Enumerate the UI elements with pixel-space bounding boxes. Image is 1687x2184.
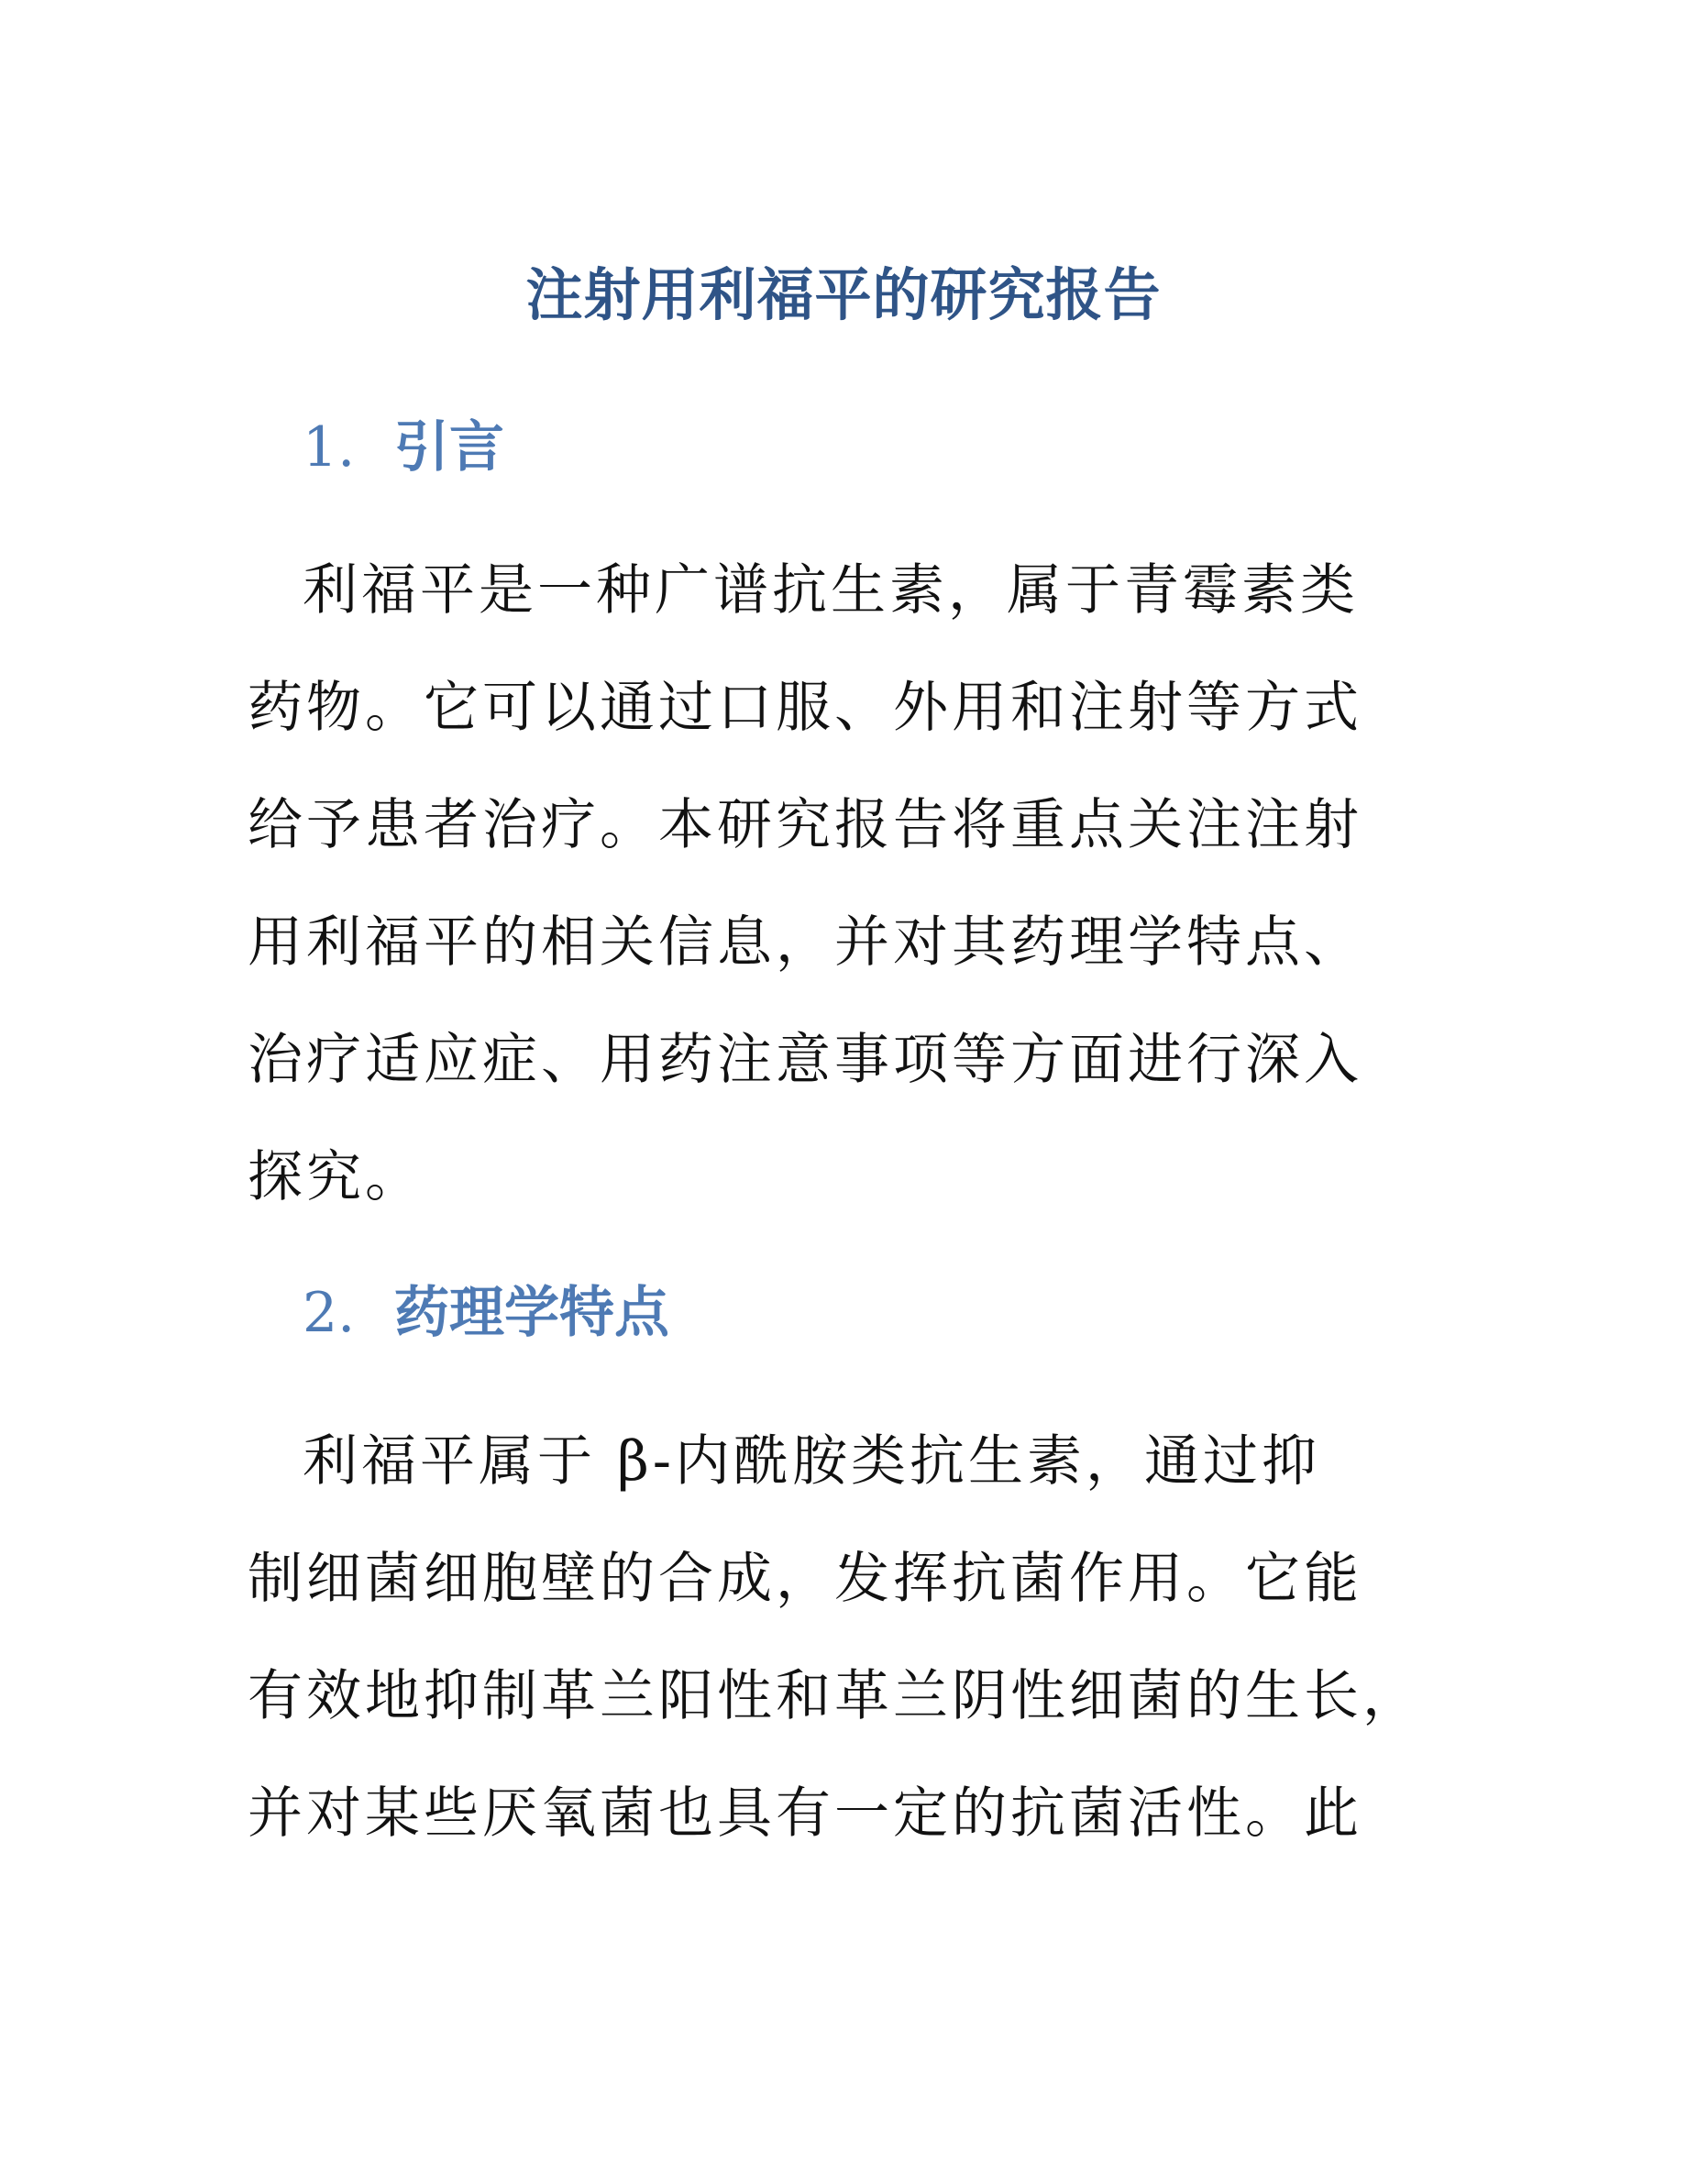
paragraph-line: 利福平是一种广谱抗生素，属于青霉素类 [303, 558, 1359, 623]
paragraph-line: 有效地抑制革兰阳性和革兰阴性细菌的生长， [248, 1664, 1421, 1728]
paragraph-line: 药物。它可以通过口服、外用和注射等方式 [248, 676, 1362, 740]
paragraph-line: 制细菌细胞壁的合成，发挥抗菌作用。它能 [248, 1547, 1362, 1611]
paragraph-line: 用利福平的相关信息，并对其药理学特点、 [248, 910, 1362, 975]
paragraph-line: 并对某些厌氧菌也具有一定的抗菌活性。此 [248, 1781, 1362, 1846]
document-title: 注射用利福平的研究报告 [525, 261, 1162, 328]
section-heading-pharmacology [303, 1276, 669, 1350]
section-number: 1. [303, 415, 356, 480]
section-heading-introduction [303, 411, 504, 484]
paragraph-line: 探究。 [248, 1145, 424, 1209]
paragraph-line: 治疗适应症、用药注意事项等方面进行深入 [248, 1028, 1362, 1092]
section-title: 引言 [394, 415, 504, 480]
paragraph-line: 给予患者治疗。本研究报告将重点关注注射 [248, 793, 1362, 857]
paragraph-pharmacology [248, 1403, 1467, 1872]
paragraph-line: 利福平属于 β-内酰胺类抗生素，通过抑 [303, 1429, 1321, 1494]
section-title: 药理学特点 [394, 1281, 669, 1345]
paragraph-introduction [248, 532, 1467, 1236]
section-number: 2. [303, 1281, 356, 1345]
